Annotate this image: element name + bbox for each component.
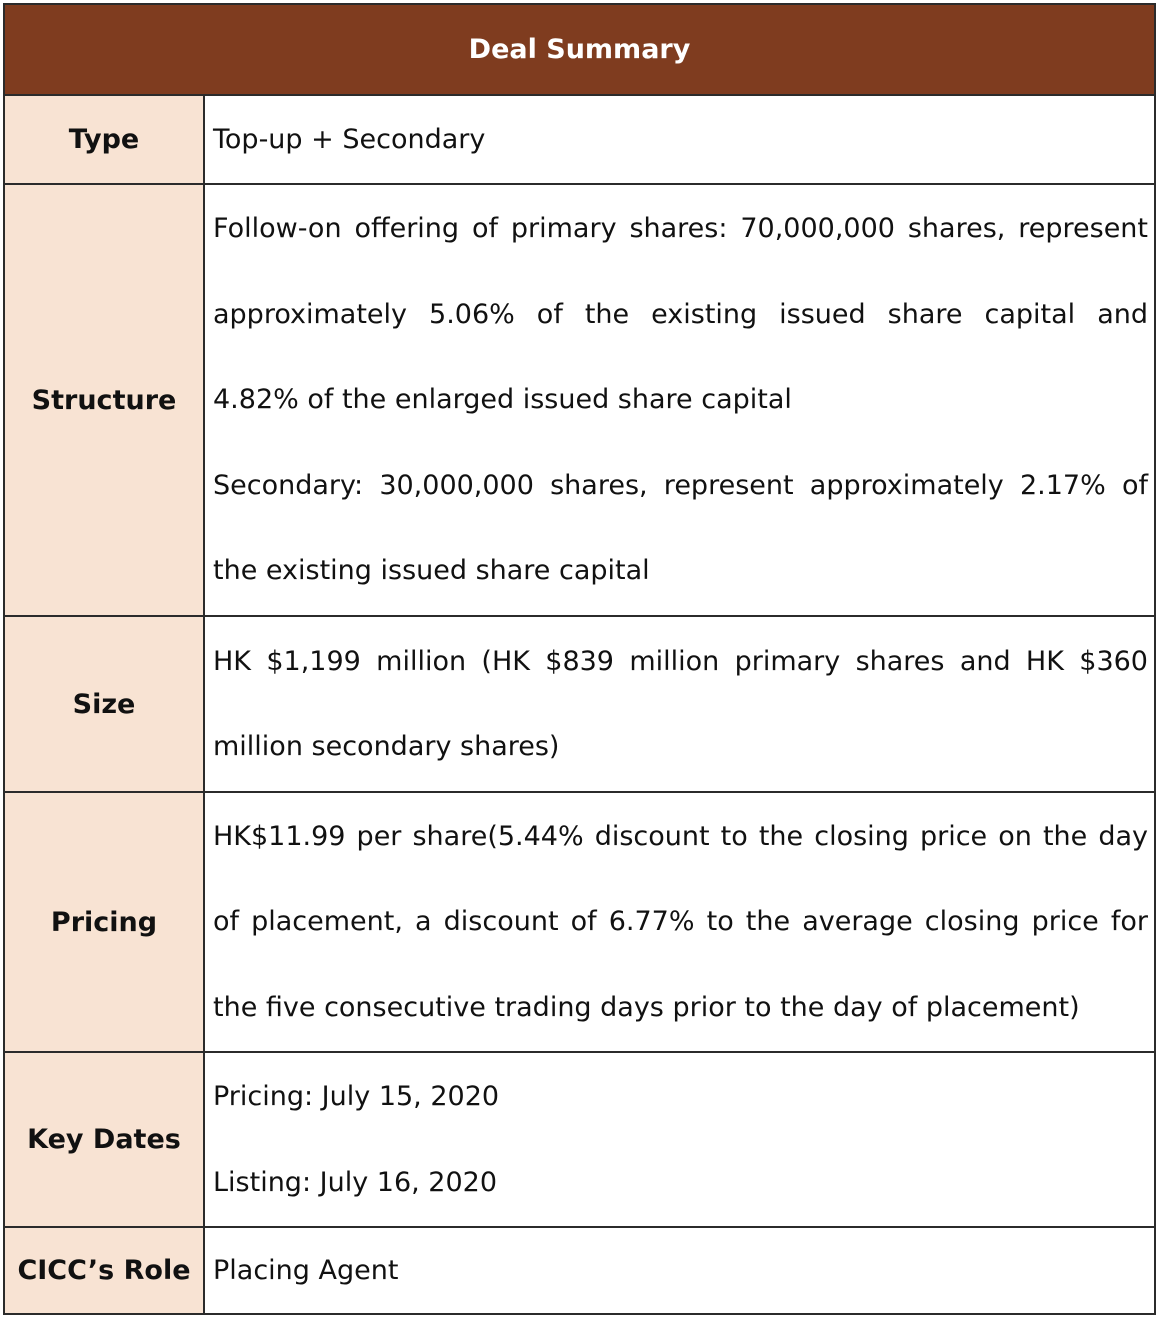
label-pricing: Pricing [5, 793, 205, 1051]
table-title: Deal Summary [5, 5, 1154, 96]
structure-line: 4.82% of the enlarged issued share capital [213, 384, 792, 416]
label-size: Size [5, 617, 205, 791]
row-pricing [5, 793, 1154, 1053]
value-cicc-role [205, 1228, 1154, 1313]
type-line: Top-up + Secondary [213, 123, 486, 155]
key-date-pricing: Pricing: July 15, 2020 [213, 1081, 500, 1112]
label-structure: Structure [5, 185, 205, 615]
pricing-line: HK$11.99 per share(5.44% discount to the closing price on the day [213, 820, 1148, 852]
size-line: HK $1,199 million (HK $839 million primary shares and HK $360 [213, 645, 1148, 677]
pricing-line: of placement, a discount of 6.77% to the average closing price for [213, 906, 1148, 938]
pricing-line: the five consecutive trading days prior to the day of placement) [213, 991, 1080, 1023]
structure-line: Secondary: 30,000,000 shares, represent approximately 2.17% of [213, 469, 1148, 501]
row-cicc-role [5, 1228, 1154, 1313]
role-line: Placing Agent [213, 1254, 399, 1286]
label-key-dates: Key Dates [5, 1053, 205, 1226]
label-type: Type [5, 96, 205, 183]
row-size [5, 617, 1154, 793]
size-line: million secondary shares) [213, 731, 560, 762]
value-size [205, 617, 1154, 791]
row-structure [5, 185, 1154, 617]
row-type [5, 96, 1154, 185]
structure-line: the existing issued share capital [213, 555, 650, 587]
key-date-listing: Listing: July 16, 2020 [213, 1166, 498, 1198]
value-structure [205, 185, 1154, 615]
row-key-dates [5, 1053, 1154, 1228]
value-pricing [205, 793, 1154, 1051]
structure-line: approximately 5.06% of the existing issued share capital and [213, 298, 1148, 330]
structure-line: Follow-on offering of primary shares: 70,000,000 shares, represent [213, 213, 1148, 245]
label-cicc-role: CICC’s Role [5, 1228, 205, 1313]
value-key-dates [205, 1053, 1154, 1226]
deal-summary-table [3, 3, 1156, 1315]
value-type [205, 96, 1154, 183]
